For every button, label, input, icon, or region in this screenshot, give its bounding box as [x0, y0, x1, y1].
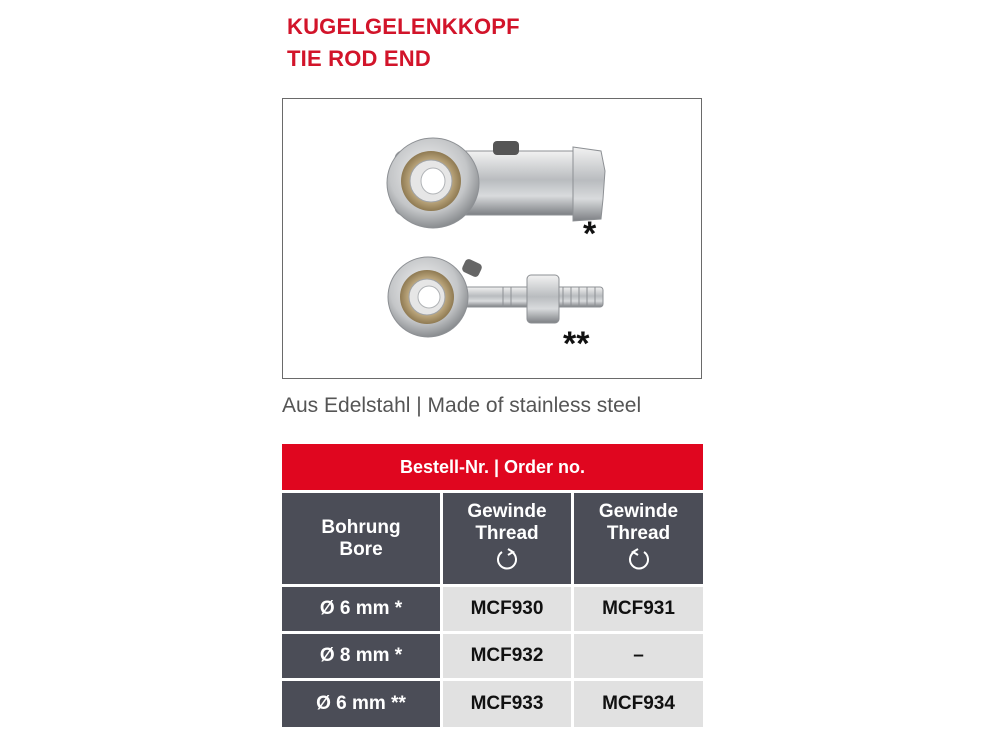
- order-number-cell: –: [574, 634, 703, 678]
- column-header-thread-en: Thread: [606, 522, 671, 544]
- marker-male: **: [563, 325, 590, 363]
- title-en: TIE ROD END: [287, 46, 431, 71]
- material-caption: Aus Edelstahl | Made of stainless steel: [282, 394, 642, 417]
- product-image-frame: [282, 98, 702, 379]
- column-header-bore-en: Bore: [339, 538, 383, 560]
- rotate-counterclockwise-icon: [627, 547, 651, 577]
- order-number-cell: MCF931: [574, 587, 703, 631]
- rotate-clockwise-icon: [495, 547, 519, 577]
- row-bore-label: Ø 6 mm **: [282, 681, 440, 727]
- female-rod-end: [387, 138, 605, 228]
- order-number-cell: MCF930: [443, 587, 571, 631]
- column-header-bore: [282, 493, 440, 584]
- row-bore-label: Ø 6 mm *: [282, 587, 440, 631]
- order-number-banner: Bestell-Nr. | Order no.: [282, 444, 703, 490]
- column-header-bore-de: Bohrung: [321, 516, 401, 538]
- order-number-cell: MCF933: [443, 681, 571, 727]
- product-photo: [283, 99, 703, 380]
- column-header-thread-right: [443, 493, 571, 584]
- row-bore-label: Ø 8 mm *: [282, 634, 440, 678]
- column-header-thread-en: Thread: [475, 522, 539, 544]
- title-de: KUGELGELENKKOPF: [287, 14, 520, 39]
- order-number-cell: MCF932: [443, 634, 571, 678]
- order-number-cell: MCF934: [574, 681, 703, 727]
- column-header-thread-de: Gewinde: [598, 500, 679, 522]
- column-header-thread-de: Gewinde: [467, 500, 547, 522]
- marker-female: *: [583, 215, 597, 253]
- column-header-thread-left: [574, 493, 703, 584]
